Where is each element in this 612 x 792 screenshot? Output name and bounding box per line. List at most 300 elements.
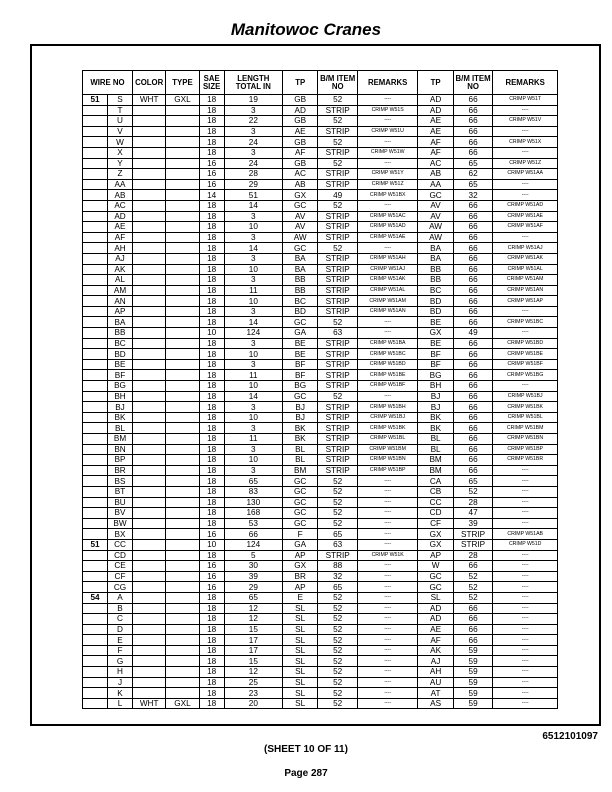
length-cell: 10: [224, 222, 282, 233]
color-cell: [133, 296, 166, 307]
bm-item-cell: 88: [318, 561, 358, 572]
sae-size-cell: 14: [199, 190, 224, 201]
wire-group-cell: 51: [83, 539, 108, 550]
sae-size-cell: 18: [199, 688, 224, 699]
wire-group-cell: [83, 370, 108, 381]
type-cell: [166, 296, 199, 307]
table-row: [83, 688, 558, 699]
remarks-cell: CRIMP W51Y: [357, 169, 417, 180]
remarks-cell: CRIMP W51BM: [357, 444, 417, 455]
length-cell: 3: [224, 275, 282, 286]
wire-group-cell: [83, 137, 108, 148]
length-cell: 30: [224, 561, 282, 572]
tp-cell: GC: [282, 243, 317, 254]
tp-2-cell: BM: [418, 455, 453, 466]
wire-group-cell: [83, 253, 108, 264]
remarks-2-cell: CRIMP W51X: [493, 137, 558, 148]
sae-size-cell: 18: [199, 550, 224, 561]
type-cell: [166, 582, 199, 593]
table-row: [83, 508, 558, 519]
wire-no-cell: AK: [108, 264, 133, 275]
sae-size-cell: 18: [199, 391, 224, 402]
length-cell: 3: [224, 105, 282, 116]
type-cell: [166, 306, 199, 317]
remarks-2-cell: ----: [493, 306, 558, 317]
wire-group-cell: [83, 328, 108, 339]
wire-group-cell: [83, 232, 108, 243]
wire-no-cell: D: [108, 624, 133, 635]
bm-item-cell: 52: [318, 116, 358, 127]
wire-group-cell: [83, 677, 108, 688]
type-cell: [166, 539, 199, 550]
tp-2-cell: BD: [418, 306, 453, 317]
wire-no-cell: AC: [108, 200, 133, 211]
color-cell: [133, 349, 166, 360]
remarks-2-cell: CRIMP W51AJ: [493, 243, 558, 254]
remarks-2-cell: CRIMP W51AL: [493, 264, 558, 275]
length-cell: 10: [224, 412, 282, 423]
table-row: [83, 539, 558, 550]
wire-group-cell: [83, 582, 108, 593]
bm-item-2-cell: 66: [453, 338, 493, 349]
length-cell: 168: [224, 508, 282, 519]
sae-size-cell: 18: [199, 232, 224, 243]
remarks-cell: ----: [357, 497, 417, 508]
color-cell: [133, 253, 166, 264]
remarks-2-cell: ----: [493, 614, 558, 625]
bm-item-2-cell: 66: [453, 126, 493, 137]
tp-cell: GX: [282, 561, 317, 572]
tp-cell: BK: [282, 434, 317, 445]
length-cell: 124: [224, 328, 282, 339]
type-cell: [166, 571, 199, 582]
bm-item-2-cell: 59: [453, 698, 493, 709]
bm-item-cell: STRIP: [318, 126, 358, 137]
tp-2-cell: BK: [418, 412, 453, 423]
remarks-cell: CRIMP W51BK: [357, 423, 417, 434]
remarks-cell: ----: [357, 677, 417, 688]
bm-item-cell: STRIP: [318, 444, 358, 455]
color-cell: [133, 370, 166, 381]
remarks-2-cell: ----: [493, 179, 558, 190]
wire-group-cell: [83, 264, 108, 275]
table-row: [83, 285, 558, 296]
table-row: [83, 603, 558, 614]
tp-cell: BL: [282, 455, 317, 466]
tp-cell: BK: [282, 423, 317, 434]
tp-cell: SL: [282, 677, 317, 688]
wire-group-cell: [83, 656, 108, 667]
sae-size-cell: 18: [199, 497, 224, 508]
length-cell: 124: [224, 539, 282, 550]
color-cell: WHT: [133, 698, 166, 709]
sae-size-cell: 18: [199, 508, 224, 519]
wire-no-cell: BU: [108, 497, 133, 508]
bm-item-cell: STRIP: [318, 211, 358, 222]
table-row: [83, 497, 558, 508]
remarks-2-cell: ----: [493, 698, 558, 709]
remarks-2-cell: CRIMP W51BC: [493, 317, 558, 328]
color-cell: [133, 391, 166, 402]
wire-no-cell: X: [108, 147, 133, 158]
remarks-cell: ----: [357, 243, 417, 254]
tp-cell: GC: [282, 486, 317, 497]
wire-group-cell: [83, 222, 108, 233]
length-cell: 12: [224, 667, 282, 678]
tp-2-cell: BF: [418, 359, 453, 370]
remarks-cell: ----: [357, 645, 417, 656]
wire-group-cell: [83, 635, 108, 646]
table-row: [83, 105, 558, 116]
wire-no-cell: H: [108, 667, 133, 678]
bm-item-cell: 52: [318, 677, 358, 688]
wire-no-cell: AN: [108, 296, 133, 307]
wire-group-cell: [83, 486, 108, 497]
bm-item-2-cell: 52: [453, 486, 493, 497]
wire-group-cell: [83, 667, 108, 678]
bm-item-cell: 52: [318, 645, 358, 656]
sae-size-cell: 16: [199, 582, 224, 593]
type-cell: [166, 169, 199, 180]
tp-cell: SL: [282, 656, 317, 667]
remarks-cell: CRIMP W51W: [357, 147, 417, 158]
tp-2-cell: AD: [418, 614, 453, 625]
tp-cell: GB: [282, 116, 317, 127]
wire-no-cell: BC: [108, 338, 133, 349]
type-cell: [166, 550, 199, 561]
color-cell: [133, 688, 166, 699]
length-cell: 3: [224, 232, 282, 243]
wire-no-cell: BK: [108, 412, 133, 423]
color-cell: [133, 677, 166, 688]
remarks-2-cell: CRIMP W51AD: [493, 200, 558, 211]
length-cell: 3: [224, 211, 282, 222]
length-cell: 65: [224, 592, 282, 603]
wire-group-cell: [83, 158, 108, 169]
bm-item-cell: STRIP: [318, 381, 358, 392]
type-cell: [166, 264, 199, 275]
remarks-2-cell: CRIMP W51BE: [493, 349, 558, 360]
color-cell: [133, 232, 166, 243]
type-cell: [166, 391, 199, 402]
wire-group-cell: [83, 624, 108, 635]
tp-cell: SL: [282, 645, 317, 656]
wire-no-cell: A: [108, 592, 133, 603]
tp-cell: SL: [282, 698, 317, 709]
tp-cell: GB: [282, 95, 317, 106]
type-cell: [166, 465, 199, 476]
wire-group-cell: 54: [83, 592, 108, 603]
sae-size-cell: 18: [199, 592, 224, 603]
length-cell: 83: [224, 486, 282, 497]
length-cell: 25: [224, 677, 282, 688]
bm-item-2-cell: 66: [453, 211, 493, 222]
remarks-2-cell: ----: [493, 592, 558, 603]
tp-cell: SL: [282, 624, 317, 635]
table-row: [83, 370, 558, 381]
wire-group-cell: [83, 497, 108, 508]
sae-size-cell: 18: [199, 434, 224, 445]
remarks-cell: CRIMP W51BD: [357, 359, 417, 370]
sheet-label: (SHEET 10 OF 11): [264, 744, 348, 755]
remarks-2-cell: ----: [493, 518, 558, 529]
bm-item-cell: STRIP: [318, 296, 358, 307]
length-cell: 15: [224, 656, 282, 667]
wire-no-cell: B: [108, 603, 133, 614]
remarks-cell: CRIMP W51AN: [357, 306, 417, 317]
length-cell: 3: [224, 338, 282, 349]
bm-item-2-cell: 66: [453, 116, 493, 127]
page-number: Page 287: [284, 768, 328, 779]
length-cell: 17: [224, 645, 282, 656]
sae-size-cell: 18: [199, 603, 224, 614]
wire-no-cell: AB: [108, 190, 133, 201]
color-cell: [133, 455, 166, 466]
tp-cell: GC: [282, 508, 317, 519]
color-cell: [133, 476, 166, 487]
tp-cell: F: [282, 529, 317, 540]
tp-2-cell: BJ: [418, 391, 453, 402]
length-cell: 14: [224, 391, 282, 402]
remarks-cell: ----: [357, 486, 417, 497]
remarks-2-cell: CRIMP W51D: [493, 539, 558, 550]
remarks-cell: CRIMP W51AJ: [357, 264, 417, 275]
length-cell: 3: [224, 423, 282, 434]
type-cell: GXL: [166, 95, 199, 106]
wire-no-cell: BT: [108, 486, 133, 497]
length-cell: 3: [224, 465, 282, 476]
bm-item-2-cell: 66: [453, 137, 493, 148]
wire-group-cell: [83, 275, 108, 286]
sae-size-cell: 18: [199, 137, 224, 148]
bm-item-cell: 52: [318, 497, 358, 508]
tp-cell: BC: [282, 296, 317, 307]
bm-item-cell: 65: [318, 529, 358, 540]
tp-2-cell: AU: [418, 677, 453, 688]
tp-cell: GC: [282, 497, 317, 508]
table-row: [83, 95, 558, 106]
tp-2-cell: BE: [418, 317, 453, 328]
remarks-2-cell: CRIMP W51BG: [493, 370, 558, 381]
tp-cell: SL: [282, 667, 317, 678]
bm-item-2-cell: 66: [453, 105, 493, 116]
type-cell: [166, 359, 199, 370]
color-cell: [133, 105, 166, 116]
bm-item-cell: STRIP: [318, 465, 358, 476]
col-header-tp: TP: [282, 71, 317, 95]
table-row: [83, 147, 558, 158]
remarks-cell: ----: [357, 476, 417, 487]
length-cell: 3: [224, 253, 282, 264]
tp-cell: GA: [282, 539, 317, 550]
table-row: [83, 667, 558, 678]
length-cell: 3: [224, 402, 282, 413]
color-cell: [133, 137, 166, 148]
length-cell: 3: [224, 444, 282, 455]
remarks-cell: ----: [357, 624, 417, 635]
table-row: [83, 434, 558, 445]
remarks-2-cell: CRIMP W51BP: [493, 444, 558, 455]
sae-size-cell: 18: [199, 349, 224, 360]
length-cell: 24: [224, 137, 282, 148]
table-row: [83, 328, 558, 339]
wire-no-cell: AH: [108, 243, 133, 254]
length-cell: 10: [224, 349, 282, 360]
wire-no-cell: CE: [108, 561, 133, 572]
sae-size-cell: 18: [199, 624, 224, 635]
type-cell: [166, 688, 199, 699]
bm-item-cell: STRIP: [318, 253, 358, 264]
bm-item-2-cell: STRIP: [453, 539, 493, 550]
wire-no-cell: J: [108, 677, 133, 688]
table-row: [83, 455, 558, 466]
bm-item-2-cell: 65: [453, 179, 493, 190]
wire-group-cell: [83, 190, 108, 201]
bm-item-cell: 52: [318, 656, 358, 667]
bm-item-cell: STRIP: [318, 179, 358, 190]
tp-2-cell: BM: [418, 465, 453, 476]
sae-size-cell: 18: [199, 423, 224, 434]
bm-item-cell: 49: [318, 190, 358, 201]
wire-no-cell: Z: [108, 169, 133, 180]
color-cell: [133, 126, 166, 137]
length-cell: 3: [224, 147, 282, 158]
remarks-2-cell: CRIMP W51BF: [493, 359, 558, 370]
tp-2-cell: AD: [418, 95, 453, 106]
tp-2-cell: AV: [418, 200, 453, 211]
type-cell: [166, 645, 199, 656]
remarks-2-cell: ----: [493, 105, 558, 116]
table-row: [83, 571, 558, 582]
wire-group-cell: [83, 444, 108, 455]
color-cell: [133, 645, 166, 656]
tp-cell: GX: [282, 190, 317, 201]
type-cell: [166, 158, 199, 169]
tp-2-cell: GC: [418, 190, 453, 201]
color-cell: [133, 116, 166, 127]
remarks-2-cell: ----: [493, 688, 558, 699]
length-cell: 12: [224, 603, 282, 614]
wire-no-cell: CG: [108, 582, 133, 593]
bm-item-cell: 52: [318, 518, 358, 529]
bm-item-2-cell: 66: [453, 423, 493, 434]
length-cell: 29: [224, 582, 282, 593]
tp-cell: AV: [282, 211, 317, 222]
sae-size-cell: 18: [199, 200, 224, 211]
tp-cell: AD: [282, 105, 317, 116]
wire-group-cell: [83, 381, 108, 392]
table-row: [83, 275, 558, 286]
type-cell: [166, 232, 199, 243]
table-row: [83, 592, 558, 603]
color-cell: [133, 635, 166, 646]
type-cell: [166, 423, 199, 434]
sae-size-cell: 18: [199, 296, 224, 307]
tp-2-cell: AD: [418, 105, 453, 116]
tp-2-cell: BG: [418, 370, 453, 381]
sae-size-cell: 18: [199, 645, 224, 656]
color-cell: [133, 211, 166, 222]
color-cell: [133, 561, 166, 572]
color-cell: [133, 550, 166, 561]
length-cell: 11: [224, 370, 282, 381]
table-row: [83, 264, 558, 275]
wire-no-cell: AM: [108, 285, 133, 296]
remarks-cell: ----: [357, 667, 417, 678]
sae-size-cell: 16: [199, 571, 224, 582]
table-row: [83, 698, 558, 709]
remarks-cell: CRIMP W51AM: [357, 296, 417, 307]
remarks-2-cell: ----: [493, 550, 558, 561]
wire-group-cell: [83, 550, 108, 561]
wire-group-cell: [83, 561, 108, 572]
wire-no-cell: AP: [108, 306, 133, 317]
color-cell: [133, 179, 166, 190]
color-cell: [133, 243, 166, 254]
wire-no-cell: U: [108, 116, 133, 127]
remarks-2-cell: ----: [493, 603, 558, 614]
bm-item-2-cell: 66: [453, 232, 493, 243]
tp-2-cell: CC: [418, 497, 453, 508]
tp-cell: E: [282, 592, 317, 603]
table-row: [83, 190, 558, 201]
remarks-cell: ----: [357, 561, 417, 572]
remarks-cell: CRIMP W51BH: [357, 402, 417, 413]
remarks-2-cell: ----: [493, 582, 558, 593]
bm-item-cell: 52: [318, 158, 358, 169]
wire-group-cell: [83, 508, 108, 519]
sae-size-cell: 18: [199, 635, 224, 646]
color-cell: [133, 222, 166, 233]
wire-group-cell: [83, 603, 108, 614]
bm-item-cell: 52: [318, 391, 358, 402]
remarks-2-cell: ----: [493, 465, 558, 476]
type-cell: [166, 349, 199, 360]
tp-2-cell: AA: [418, 179, 453, 190]
wire-group-cell: [83, 211, 108, 222]
tp-cell: BA: [282, 253, 317, 264]
wire-group-cell: [83, 296, 108, 307]
color-cell: [133, 529, 166, 540]
wire-no-cell: BS: [108, 476, 133, 487]
tp-2-cell: AF: [418, 137, 453, 148]
color-cell: [133, 264, 166, 275]
color-cell: [133, 465, 166, 476]
table-row: [83, 381, 558, 392]
sae-size-cell: 18: [199, 455, 224, 466]
table-row: [83, 116, 558, 127]
tp-cell: BE: [282, 338, 317, 349]
bm-item-2-cell: 59: [453, 688, 493, 699]
bm-item-2-cell: 66: [453, 200, 493, 211]
remarks-cell: CRIMP W51S: [357, 105, 417, 116]
bm-item-cell: 52: [318, 508, 358, 519]
color-cell: [133, 444, 166, 455]
table-row: [83, 550, 558, 561]
bm-item-cell: STRIP: [318, 338, 358, 349]
sae-size-cell: 18: [199, 381, 224, 392]
tp-2-cell: AF: [418, 147, 453, 158]
type-cell: [166, 370, 199, 381]
type-cell: [166, 222, 199, 233]
tp-cell: BG: [282, 381, 317, 392]
table-row: [83, 200, 558, 211]
sae-size-cell: 18: [199, 243, 224, 254]
type-cell: [166, 508, 199, 519]
remarks-2-cell: CRIMP W51BN: [493, 434, 558, 445]
bm-item-cell: STRIP: [318, 455, 358, 466]
bm-item-2-cell: 66: [453, 635, 493, 646]
